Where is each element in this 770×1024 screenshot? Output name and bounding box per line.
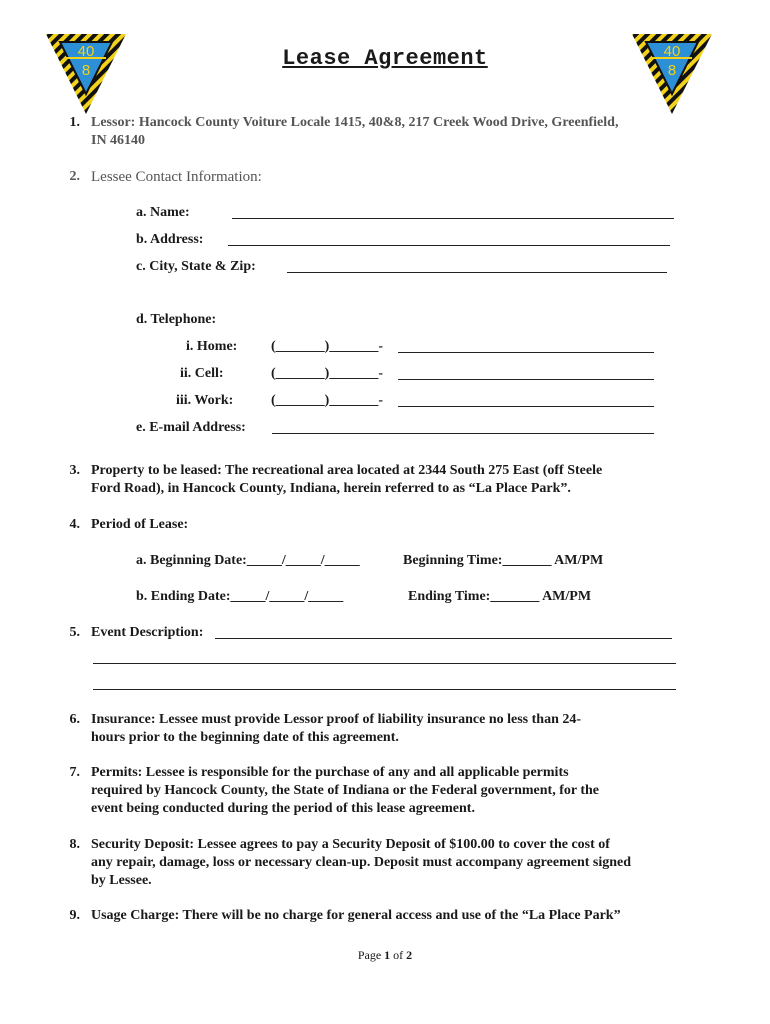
event-description-line-1[interactable] <box>215 638 672 639</box>
property-text-line-1: Property to be leased: The recreational area located at 2344 South 275 East (off Steele <box>91 463 603 478</box>
event-description-label: Event Description: <box>91 625 204 640</box>
lessor-text-line-1: Lessor: Hancock County Voiture Locale 1415, 40&8, 217 Creek Wood Drive, Greenfield, <box>91 115 619 130</box>
ending-date-field[interactable]: b. Ending Date:_____/_____/_____ <box>136 589 344 604</box>
home-phone-label: i. Home: <box>186 339 238 354</box>
work-phone-field[interactable] <box>398 406 654 407</box>
beginning-time-field[interactable]: Beginning Time:_______ AM/PM <box>403 553 604 568</box>
svg-text:8: 8 <box>81 62 91 79</box>
lessee-contact-heading: Lessee Contact Information: <box>91 169 262 185</box>
deposit-text-line-3: by Lessee. <box>91 873 152 888</box>
city-state-zip-label: c. City, State & Zip: <box>136 259 256 274</box>
item-number: 3. <box>69 463 80 478</box>
item-number: 1. <box>69 115 80 130</box>
item-number: 9. <box>69 908 80 923</box>
forty-and-eight-logo-right <box>630 32 714 116</box>
name-label: a. Name: <box>136 205 190 220</box>
name-field[interactable] <box>232 218 674 219</box>
permits-text-line-3: event being conducted during the period of this lease agreement. <box>91 801 475 816</box>
work-phone-label: iii. Work: <box>176 393 234 408</box>
forty-and-eight-logo-left <box>44 32 128 116</box>
home-phone-field[interactable] <box>398 352 654 353</box>
page-footer <box>0 948 770 963</box>
address-field[interactable] <box>228 245 670 246</box>
insurance-text-line-1: Insurance: Lessee must provide Lessor proof of liability insurance no less than 24- <box>91 712 582 727</box>
cell-phone-label: ii. Cell: <box>180 366 224 381</box>
cell-phone-field[interactable] <box>398 379 654 380</box>
email-label: e. E-mail Address: <box>136 420 246 435</box>
svg-text:8: 8 <box>667 62 677 79</box>
event-description-line-3[interactable] <box>93 689 676 690</box>
lessor-text-line-2: IN 46140 <box>91 133 146 148</box>
deposit-text-line-1: Security Deposit: Lessee agrees to pay a Security Deposit of $100.00 to cover the cost of <box>91 837 610 852</box>
telephone-label: d. Telephone: <box>136 312 217 327</box>
item-number: 7. <box>69 765 80 780</box>
item-number: 5. <box>69 625 80 640</box>
svg-text:40: 40 <box>663 43 681 60</box>
permits-text-line-1: Permits: Lessee is responsible for the purchase of any and all applicable permits <box>91 765 569 780</box>
permits-text-line-2: required by Hancock County, the State of Indiana or the Federal government, for the <box>91 783 600 798</box>
page-title: Lease Agreement <box>282 46 488 71</box>
deposit-text-line-2: any repair, damage, loss or necessary clean-up. Deposit must accompany agreement signed <box>91 855 632 870</box>
item-number: 6. <box>69 712 80 727</box>
ending-time-field[interactable]: Ending Time:_______ AM/PM <box>408 589 592 604</box>
work-phone-format[interactable]: (_______)_______- <box>271 393 383 408</box>
cell-phone-format[interactable]: (_______)_______- <box>271 366 383 381</box>
address-label: b. Address: <box>136 232 204 247</box>
item-number: 4. <box>69 517 80 532</box>
email-field[interactable] <box>272 433 654 434</box>
event-description-line-2[interactable] <box>93 663 676 664</box>
svg-text:40: 40 <box>77 43 95 60</box>
city-state-zip-field[interactable] <box>287 272 667 273</box>
beginning-date-field[interactable]: a. Beginning Date:_____/_____/_____ <box>136 553 360 568</box>
property-text-line-2: Ford Road), in Hancock County, Indiana, herein referred to as “La Place Park”. <box>91 481 571 496</box>
insurance-text-line-2: hours prior to the beginning date of this agreement. <box>91 730 399 745</box>
item-number: 2. <box>69 169 80 184</box>
page-word: Page <box>357 948 382 962</box>
home-phone-format[interactable]: (_______)_______- <box>271 339 383 354</box>
current-page-number: 1 <box>384 948 391 962</box>
period-of-lease-heading: Period of Lease: <box>91 517 189 532</box>
item-number: 8. <box>69 837 80 852</box>
total-page-count: 2 <box>406 948 413 962</box>
usage-text-line-1: Usage Charge: There will be no charge for general access and use of the “La Place Park” <box>91 908 621 923</box>
of-word: of <box>393 948 404 962</box>
